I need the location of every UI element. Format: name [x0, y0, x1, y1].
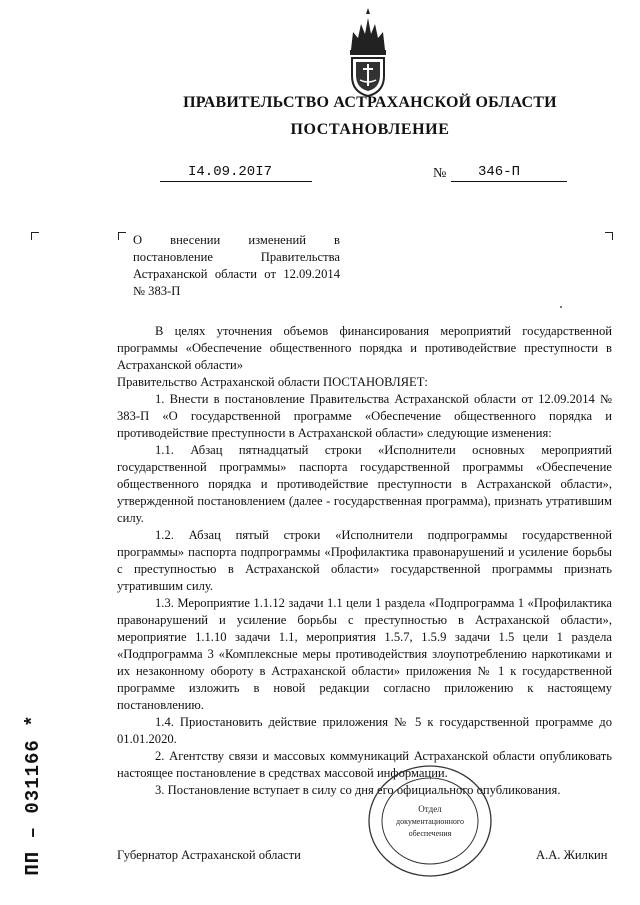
stamp-line-3: обеспечения	[408, 829, 452, 838]
document-subject: О внесении изменений в постановление Правительства Астраханской области от 12.09.2014 № 383-П	[133, 233, 340, 298]
body-paragraph: 3. Постановление вступает в силу со дня его официального опубликования.	[155, 783, 561, 797]
body-paragraph: 1.1. Абзац пятнадцатый строки «Исполнители основных мероприятий государственной программы» паспорта государственной программы «Обеспечение общественного порядка и противодействие преступности в Астраханской области», утвержденной постановлением (далее - государственная программа), признать утратившим силу.	[117, 443, 612, 525]
body-paragraph: 1. Внести в постановление Правительства Астраханской области от 12.09.2014 № 383-П «О государственной программе «Обеспечение общественного порядка и противодействие преступности в Астраханской области» следующие изменения:	[117, 392, 612, 440]
archive-code	[8, 695, 58, 895]
signatory-name: А.А. Жилкин	[536, 848, 608, 862]
date-underline	[160, 181, 312, 182]
number-underline	[451, 181, 567, 182]
organization-name: ПРАВИТЕЛЬСТВО АСТРАХАНСКОЙ ОБЛАСТИ	[183, 94, 557, 111]
body-paragraph: Правительство Астраханской области ПОСТАНОВЛЯЕТ:	[117, 375, 428, 389]
subject-corner-mark-right	[605, 232, 613, 240]
body-paragraph: 2. Агентству связи и массовых коммуникаций Астраханской области опубликовать настоящее постановление в средствах массовой информации.	[117, 749, 612, 780]
document-body	[117, 323, 612, 799]
body-paragraph: 1.4. Приостановить действие приложения № 5 к государственной программе до 01.01.2020.	[117, 715, 612, 746]
archive-code-text: ПП – 031166 *	[22, 714, 44, 876]
signatory-title: Губернатор Астраханской области	[117, 848, 301, 862]
number-label: №	[433, 166, 447, 181]
coat-of-arms-emblem	[343, 6, 393, 98]
document-number: 346-П	[478, 164, 521, 180]
subject-corner-mark-left	[118, 232, 126, 240]
document-type-title: ПОСТАНОВЛЕНИЕ	[290, 121, 450, 138]
department-stamp	[365, 762, 495, 880]
body-paragraph: 1.2. Абзац пятый строки «Исполнители подпрограммы государственной программы» паспорта подпрограммы «Профилактика правонарушений и усиление борьбы с преступностью в Астраханской области» государственной программы признать утратившим силу.	[117, 528, 612, 593]
document-date: I4.09.20I7	[188, 164, 273, 180]
stamp-line-2: документационного	[396, 817, 464, 826]
body-paragraph: В целях уточнения объемов финансирования мероприятий государственной программы «Обеспечение общественного порядка и противодействие преступности в Астраханской области»	[117, 324, 612, 372]
scan-speck	[560, 306, 562, 308]
stamp-line-1: Отдел	[418, 804, 442, 814]
body-paragraph: 1.3. Мероприятие 1.1.12 задачи 1.1 цели 1 раздела «Подпрограмма 1 «Профилактика правонарушений и усиление борьбы с преступностью в Астраханской области», мероприятие 1.1.10 задачи 1.1, мероприятия 1.5.7, 1.5.9 задачи 1.5 цели 1 раздела «Подпрограмма 3 «Комплексные меры противодействия злоупотреблению наркотиками и их незаконному обороту в Астраханской области» приложения № 1 к государственной программе изложить в новой редакции согласно приложению к настоящему постановлению.	[117, 596, 612, 712]
margin-corner-mark	[31, 232, 39, 240]
